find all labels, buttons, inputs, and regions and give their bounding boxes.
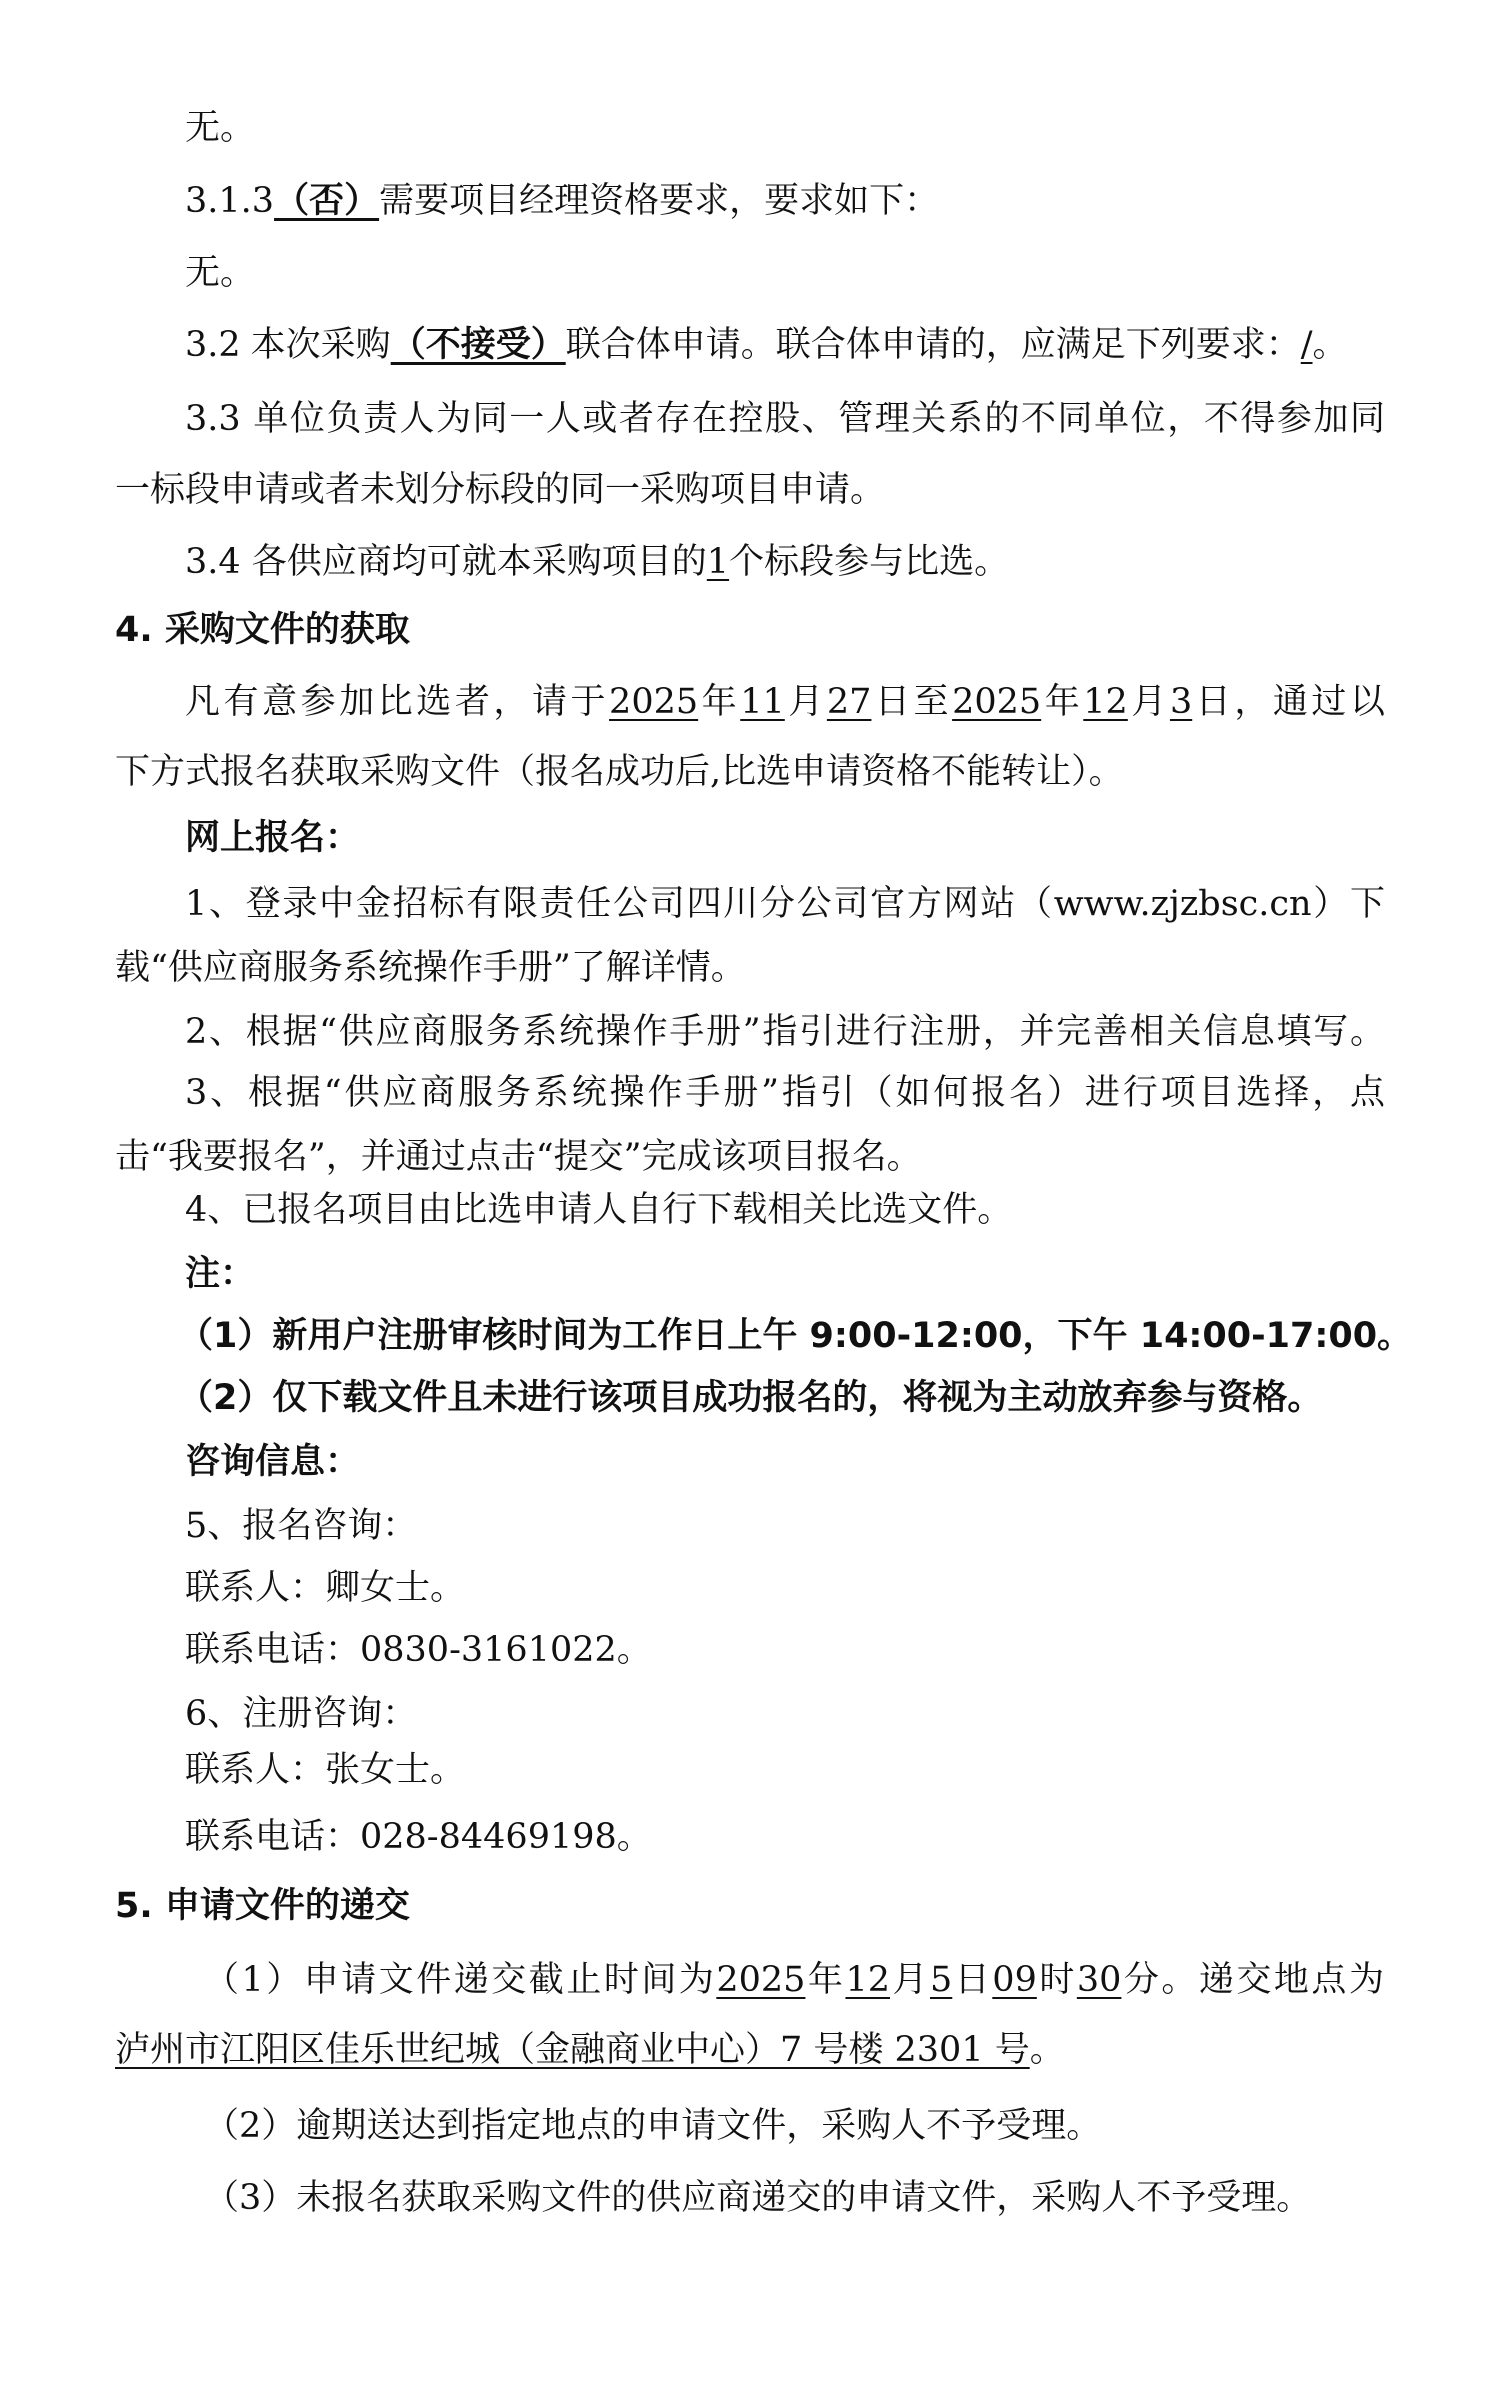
clause-number: 3.1.3 — [185, 181, 275, 221]
submission-item-3: （3）未报名获取采购文件的供应商递交的申请文件，采购人不予受理。 — [204, 2178, 1312, 2218]
clause-text: 联合体申请。联合体申请的，应满足下列要求： — [565, 325, 1301, 365]
unit-year: 年 — [805, 1960, 846, 2000]
end-month: 12 — [1083, 682, 1128, 722]
requirement-value: / — [1300, 325, 1313, 365]
consult-signup-contact: 联系人：张女士。 — [185, 1750, 466, 1790]
submission-address-line — [115, 2028, 1065, 2072]
unit-month: 月 — [1127, 682, 1170, 722]
consult-label: 咨询信息： — [185, 1442, 361, 1482]
lot-count: 1 — [706, 542, 730, 582]
consult-signup-phone: 联系电话：028-84469198。 — [185, 1817, 652, 1857]
clause-3-3-line1: 3.3 单位负责人为同一人或者存在控股、管理关系的不同单位，不得参加同 — [185, 399, 1385, 439]
unit-month: 月 — [889, 1960, 930, 2000]
unit-day: 日 — [952, 1960, 993, 2000]
deadline-day: 5 — [930, 1960, 953, 2000]
submission-deadline-line1 — [204, 1958, 1384, 2002]
clause-flag: （否） — [274, 181, 380, 221]
unit-hour: 时 — [1036, 1960, 1077, 2000]
unit-minute: 分。递交地点为 — [1121, 1960, 1384, 2000]
clause-text: 个标段参与比选。 — [729, 542, 1010, 582]
consult-registration-contact: 联系人：卿女士。 — [185, 1568, 466, 1608]
paragraph-none-1: 无。 — [185, 108, 256, 148]
note-1: （1）新用户注册审核时间为工作日上午 9:00-12:00，下午 14:00-17:00。 — [178, 1316, 1413, 1356]
punctuation: 。 — [1312, 325, 1348, 365]
unit-month: 月 — [784, 682, 827, 722]
clause-flag: （不接受） — [390, 325, 566, 365]
unit-day: 日，通过以 — [1192, 682, 1385, 722]
clause-number: 3.2 — [185, 325, 241, 365]
section-4-intro-line1 — [185, 680, 1385, 724]
unit-year: 年 — [1041, 682, 1084, 722]
submission-item-2: （2）逾期送达到指定地点的申请文件，采购人不予受理。 — [204, 2106, 1102, 2146]
section-5-heading: 5. 申请文件的递交 — [115, 1886, 410, 1926]
step-3-line1: 3、根据“供应商服务系统操作手册”指引（如何报名）进行项目选择，点 — [185, 1073, 1385, 1113]
end-day: 3 — [1169, 682, 1193, 722]
clause-3-3-line2: 一标段申请或者未划分标段的同一采购项目申请。 — [115, 470, 886, 510]
submission-address: 泸州市江阳区佳乐世纪城（金融商业中心）7 号楼 2301 号 — [115, 2030, 1030, 2070]
note-label: 注： — [185, 1254, 256, 1294]
consult-registration-phone: 联系电话：0830-3161022。 — [185, 1630, 652, 1670]
clause-3-2 — [185, 323, 1348, 367]
paragraph-none-2: 无。 — [185, 253, 256, 293]
note-2: （2）仅下载文件且未进行该项目成功报名的，将视为主动放弃参与资格。 — [178, 1378, 1323, 1418]
deadline-hour: 09 — [992, 1960, 1037, 2000]
deadline-year: 2025 — [716, 1960, 806, 2000]
punctuation: 。 — [1029, 2030, 1065, 2070]
section-4-intro-line2: 下方式报名获取采购文件（报名成功后,比选申请资格不能转让）。 — [115, 752, 1124, 792]
online-registration-label: 网上报名： — [185, 818, 361, 858]
start-year: 2025 — [609, 682, 699, 722]
consult-signup-title: 6、注册咨询： — [185, 1694, 418, 1734]
clause-text: 3.4 各供应商均可就本采购项目的 — [185, 542, 707, 582]
step-4: 4、已报名项目由比选申请人自行下载相关比选文件。 — [185, 1190, 1013, 1230]
consult-registration-title: 5、报名咨询： — [185, 1506, 418, 1546]
clause-text: 需要项目经理资格要求，要求如下： — [379, 181, 940, 221]
deadline-month: 12 — [845, 1960, 890, 2000]
start-month: 11 — [740, 682, 785, 722]
end-year: 2025 — [952, 682, 1042, 722]
deadline-minute: 30 — [1076, 1960, 1122, 2000]
step-1-line2: 载“供应商服务系统操作手册”了解详情。 — [115, 948, 746, 988]
clause-3-1-3 — [185, 179, 939, 223]
step-2: 2、根据“供应商服务系统操作手册”指引进行注册，并完善相关信息填写。 — [185, 1012, 1385, 1052]
start-day: 27 — [826, 682, 872, 722]
item-text: （1）申请文件递交截止时间为 — [204, 1960, 717, 2000]
intro-text: 凡有意参加比选者，请于 — [185, 682, 610, 722]
unit-day: 日至 — [871, 682, 953, 722]
section-4-heading: 4. 采购文件的获取 — [115, 610, 410, 650]
unit-year: 年 — [698, 682, 741, 722]
clause-3-4 — [185, 540, 1009, 584]
clause-text: 本次采购 — [250, 325, 391, 365]
step-1-line1: 1、登录中金招标有限责任公司四川分公司官方网站（www.zjzbsc.cn）下 — [185, 884, 1385, 924]
step-3-line2: 击“我要报名”，并通过点击“提交”完成该项目报名。 — [115, 1137, 922, 1177]
